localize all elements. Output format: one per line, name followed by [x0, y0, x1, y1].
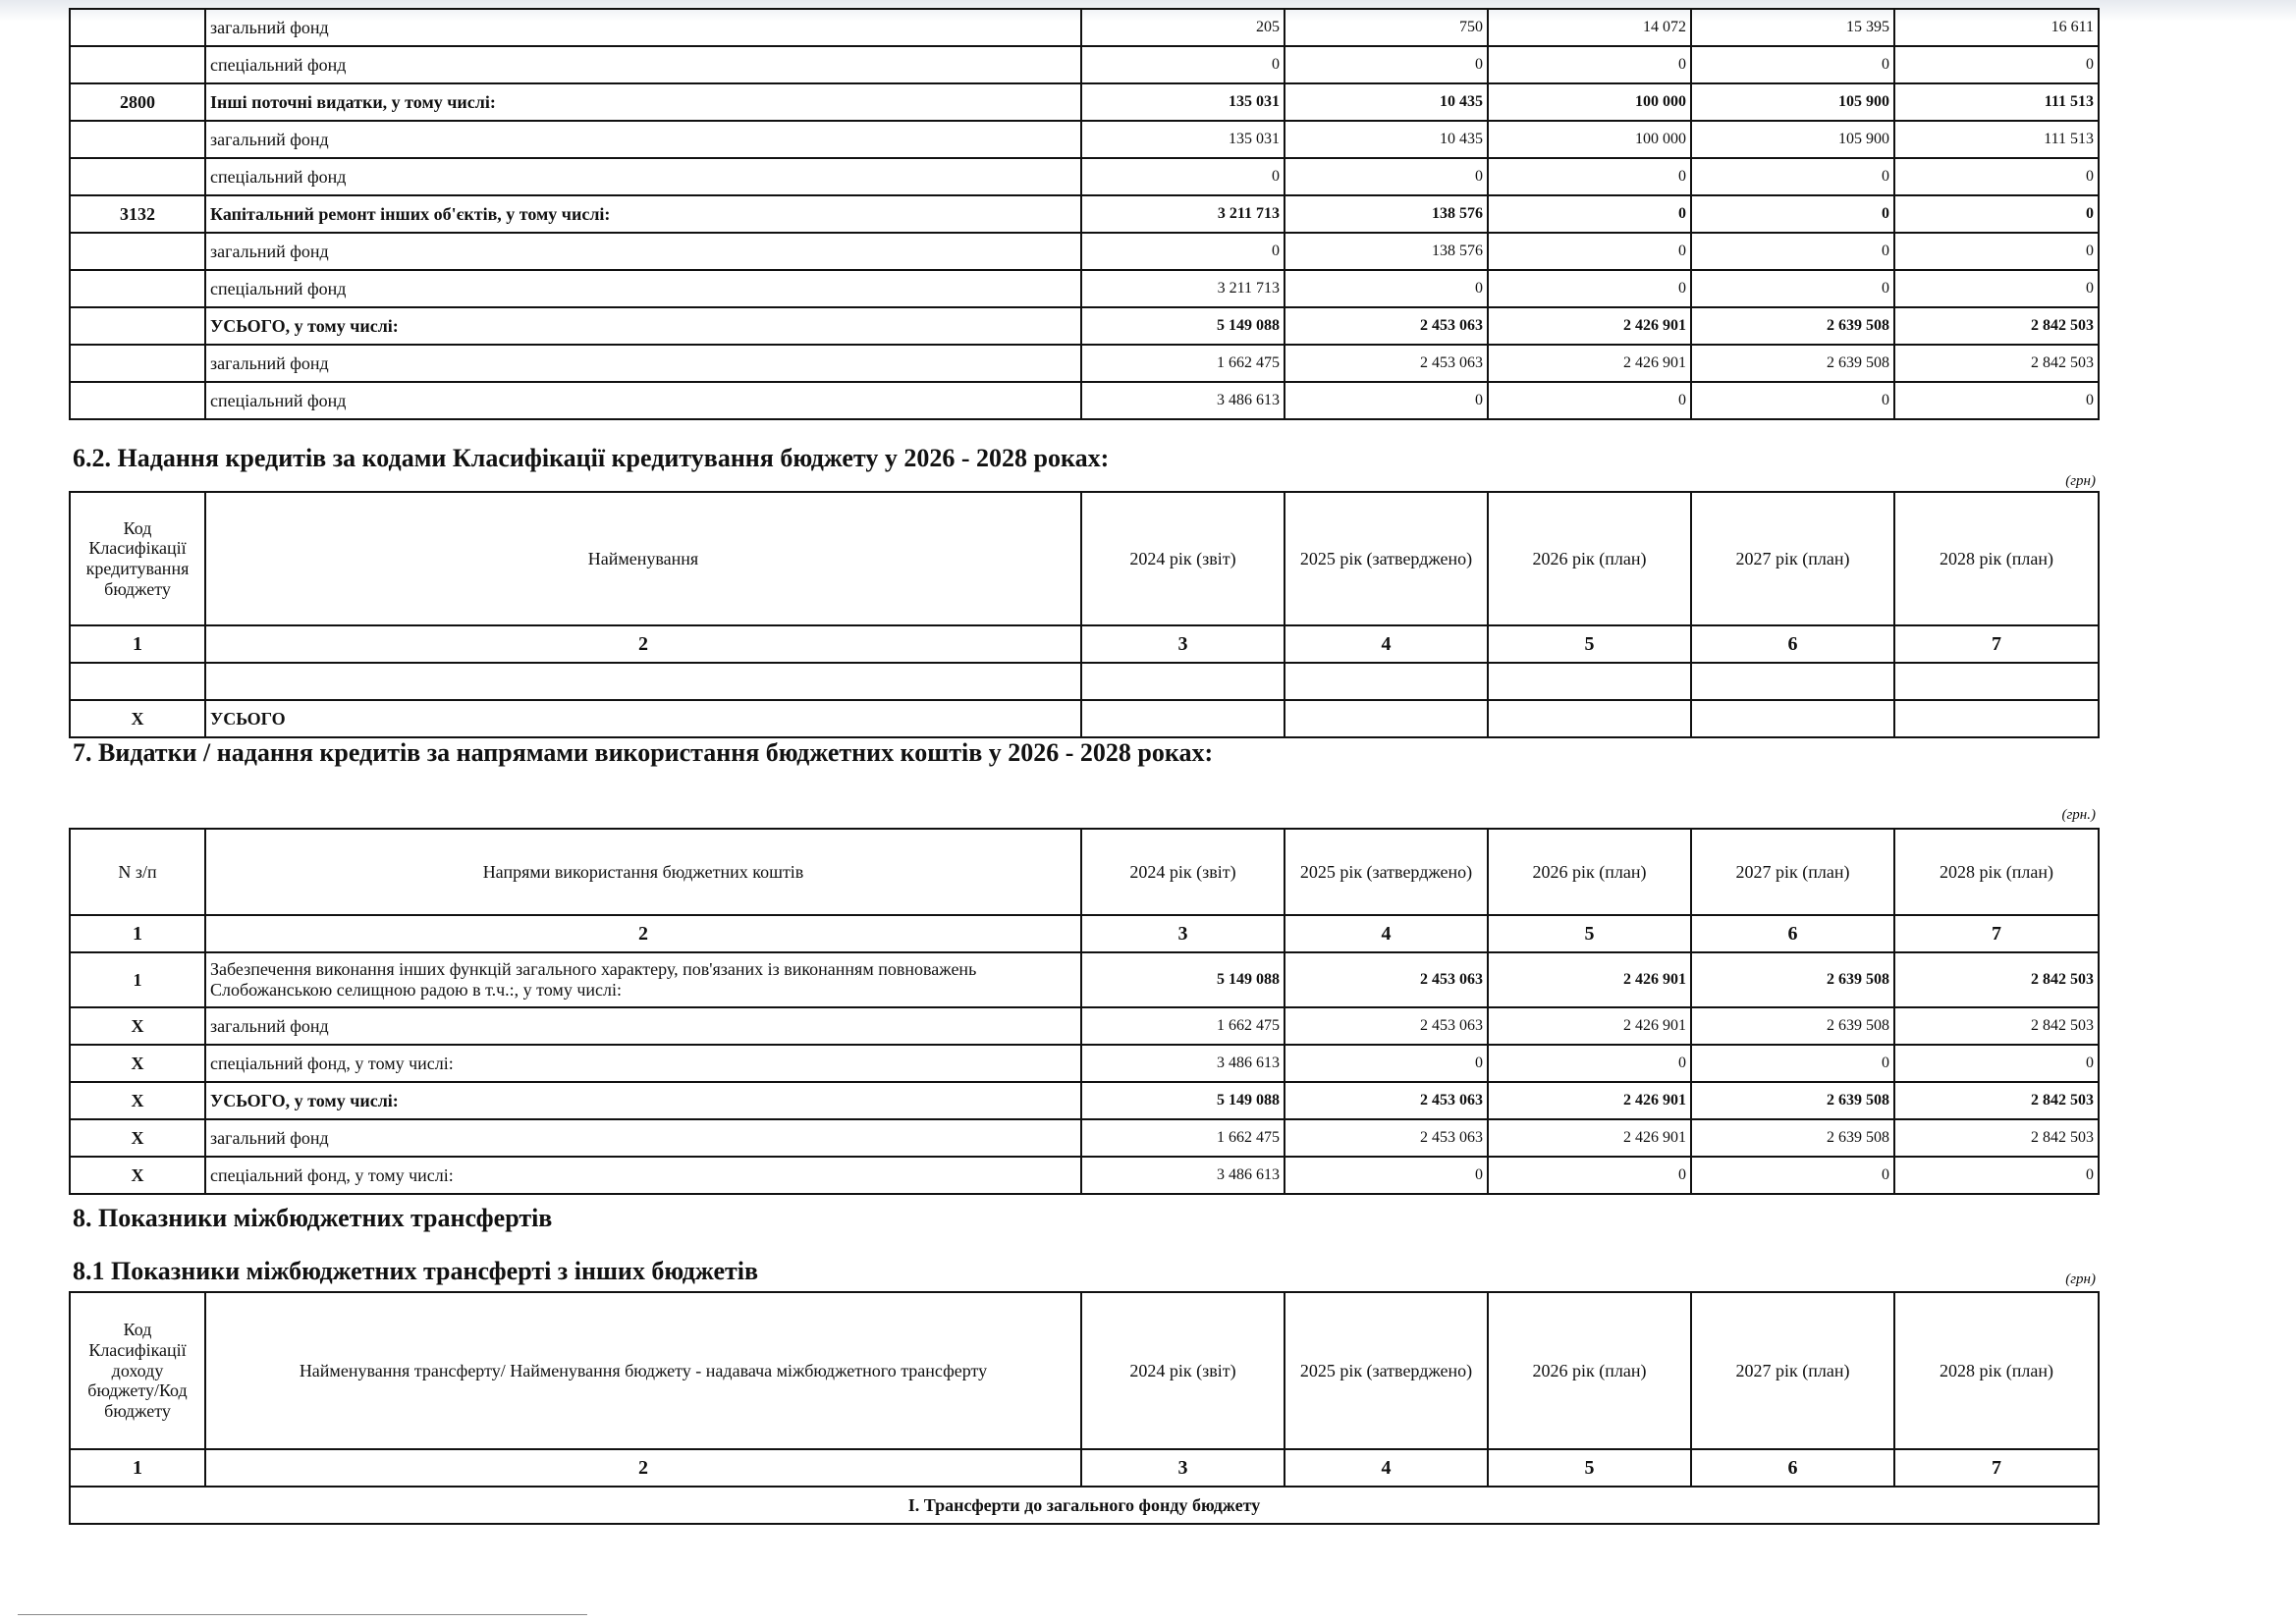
value-cell: 0: [1691, 233, 1894, 270]
header-2026: 2026 рік (план): [1488, 1292, 1691, 1449]
value-cell: 0: [1691, 46, 1894, 83]
row-name: загальний фонд: [205, 121, 1081, 158]
row-name: спеціальний фонд, у тому числі:: [205, 1157, 1081, 1194]
value-cell: 0: [1691, 1045, 1894, 1082]
row-name: Інші поточні видатки, у тому числі:: [205, 83, 1081, 121]
section-8-1-unit: (грн): [2065, 1271, 2096, 1287]
row-code: 1: [70, 952, 205, 1007]
row-name: УСЬОГО, у тому числі:: [205, 307, 1081, 345]
value-cell: 0: [1691, 270, 1894, 307]
value-cell: 2 453 063: [1285, 345, 1488, 382]
value-cell: 1 662 475: [1081, 345, 1285, 382]
table-row: [70, 158, 2099, 195]
row-name: Забезпечення виконання інших функцій загального характеру, пов'язаних із виконанням повноважень Слобожанською селищною радою в т.ч.:, у тому числі:: [205, 952, 1081, 1007]
value-cell: 0: [1285, 46, 1488, 83]
value-cell: 2 639 508: [1691, 307, 1894, 345]
index-cell: 7: [1894, 625, 2099, 663]
value-cell: 2 426 901: [1488, 952, 1691, 1007]
empty-row: [70, 663, 2099, 700]
index-cell: 7: [1894, 915, 2099, 952]
value-cell: 0: [1488, 1157, 1691, 1194]
value-cell: 2 453 063: [1285, 1119, 1488, 1157]
value-cell: 10 435: [1285, 121, 1488, 158]
index-cell: 6: [1691, 915, 1894, 952]
value-cell: 0: [1285, 1157, 1488, 1194]
value-cell: 0: [1691, 195, 1894, 233]
row-code: 2800: [70, 83, 205, 121]
value-cell: 0: [1285, 1045, 1488, 1082]
index-row: [70, 1449, 2099, 1487]
row-code: X: [70, 1045, 205, 1082]
value-cell: 0: [1894, 382, 2099, 419]
table-row: [70, 1082, 2099, 1119]
index-row: [70, 915, 2099, 952]
table-row: [70, 46, 2099, 83]
row-code: [70, 46, 205, 83]
value-cell: 2 842 503: [1894, 952, 2099, 1007]
expenditure-table-continued: [69, 8, 2100, 420]
value-cell: 2 453 063: [1285, 1007, 1488, 1045]
row-name: спеціальний фонд: [205, 158, 1081, 195]
value-cell: 0: [1488, 46, 1691, 83]
value-cell: 0: [1488, 195, 1691, 233]
value-cell: 2 639 508: [1691, 1007, 1894, 1045]
value-cell: 16 611: [1894, 9, 2099, 46]
value-cell: 0: [1488, 270, 1691, 307]
row-name: загальний фонд: [205, 345, 1081, 382]
value-cell: 100 000: [1488, 83, 1691, 121]
header-row: [70, 829, 2099, 915]
row-name: загальний фонд: [205, 1119, 1081, 1157]
value-cell: 2 842 503: [1894, 1119, 2099, 1157]
value-cell: 111 513: [1894, 121, 2099, 158]
value-cell: 0: [1894, 233, 2099, 270]
index-cell: 3: [1081, 625, 1285, 663]
transfers-table: [69, 1291, 2100, 1525]
header-2024: 2024 рік (звіт): [1081, 492, 1285, 625]
value-cell: 0: [1285, 158, 1488, 195]
index-cell: 2: [205, 625, 1081, 663]
value-cell: 2 426 901: [1488, 1007, 1691, 1045]
value-cell: 205: [1081, 9, 1285, 46]
value-cell: 5 149 088: [1081, 1082, 1285, 1119]
value-cell: 2 639 508: [1691, 1119, 1894, 1157]
value-cell: 5 149 088: [1081, 307, 1285, 345]
row-code: X: [70, 1082, 205, 1119]
table-row: [70, 1157, 2099, 1194]
value-cell: 0: [1488, 233, 1691, 270]
row-code: [70, 233, 205, 270]
header-2025: 2025 рік (затверджено): [1285, 1292, 1488, 1449]
value-cell: 14 072: [1488, 9, 1691, 46]
header-2027: 2027 рік (план): [1691, 829, 1894, 915]
index-cell: 4: [1285, 1449, 1488, 1487]
value-cell: 100 000: [1488, 121, 1691, 158]
value-cell: 1 662 475: [1081, 1119, 1285, 1157]
table-row: [70, 195, 2099, 233]
table-row: [70, 382, 2099, 419]
header-direction: Напрями використання бюджетних коштів: [205, 829, 1081, 915]
index-row: [70, 625, 2099, 663]
index-cell: 4: [1285, 625, 1488, 663]
index-cell: 4: [1285, 915, 1488, 952]
row-code: [70, 382, 205, 419]
value-cell: 0: [1691, 382, 1894, 419]
header-number: N з/п: [70, 829, 205, 915]
total-code: X: [70, 700, 205, 737]
value-cell: 5 149 088: [1081, 952, 1285, 1007]
header-name: Найменування: [205, 492, 1081, 625]
header-2028: 2028 рік (план): [1894, 492, 2099, 625]
table-row: [70, 233, 2099, 270]
header-2027: 2027 рік (план): [1691, 492, 1894, 625]
row-code: [70, 270, 205, 307]
row-name: спеціальний фонд: [205, 270, 1081, 307]
value-cell: 0: [1691, 1157, 1894, 1194]
value-cell: 0: [1894, 46, 2099, 83]
value-cell: 2 453 063: [1285, 952, 1488, 1007]
value-cell: 2 453 063: [1285, 1082, 1488, 1119]
value-cell: 105 900: [1691, 83, 1894, 121]
row-code: X: [70, 1157, 205, 1194]
value-cell: 0: [1894, 270, 2099, 307]
header-row: [70, 1292, 2099, 1449]
index-cell: 5: [1488, 625, 1691, 663]
table-row: [70, 121, 2099, 158]
index-cell: 5: [1488, 1449, 1691, 1487]
value-cell: 2 426 901: [1488, 1082, 1691, 1119]
index-cell: 2: [205, 1449, 1081, 1487]
section-7-unit: (грн.): [2061, 807, 2096, 823]
row-name: УСЬОГО, у тому числі:: [205, 1082, 1081, 1119]
header-2025: 2025 рік (затверджено): [1285, 492, 1488, 625]
value-cell: 2 426 901: [1488, 307, 1691, 345]
index-cell: 2: [205, 915, 1081, 952]
header-code: Код Класифікації доходу бюджету/Код бюджету: [70, 1292, 205, 1449]
group-label: I. Трансферти до загального фонду бюджету: [70, 1487, 2099, 1524]
total-label: УСЬОГО: [205, 700, 1081, 737]
row-code: [70, 307, 205, 345]
value-cell: 3 486 613: [1081, 382, 1285, 419]
value-cell: 2 453 063: [1285, 307, 1488, 345]
value-cell: 138 576: [1285, 195, 1488, 233]
total-row: [70, 700, 2099, 737]
index-cell: 1: [70, 915, 205, 952]
value-cell: 15 395: [1691, 9, 1894, 46]
value-cell: 2 639 508: [1691, 952, 1894, 1007]
value-cell: 0: [1488, 1045, 1691, 1082]
row-code: [70, 121, 205, 158]
value-cell: 0: [1894, 158, 2099, 195]
header-2025: 2025 рік (затверджено): [1285, 829, 1488, 915]
header-2027: 2027 рік (план): [1691, 1292, 1894, 1449]
group-row: [70, 1487, 2099, 1524]
row-name: спеціальний фонд, у тому числі:: [205, 1045, 1081, 1082]
value-cell: 2 639 508: [1691, 1082, 1894, 1119]
value-cell: 135 031: [1081, 121, 1285, 158]
index-cell: 6: [1691, 625, 1894, 663]
value-cell: 2 426 901: [1488, 345, 1691, 382]
value-cell: 0: [1691, 158, 1894, 195]
index-cell: 7: [1894, 1449, 2099, 1487]
header-2024: 2024 рік (звіт): [1081, 829, 1285, 915]
section-8-1-title: 8.1 Показники міжбюджетних трансферті з інших бюджетів: [73, 1257, 759, 1285]
value-cell: 2 426 901: [1488, 1119, 1691, 1157]
row-code: X: [70, 1119, 205, 1157]
value-cell: 750: [1285, 9, 1488, 46]
row-name: загальний фонд: [205, 9, 1081, 46]
value-cell: 0: [1894, 1157, 2099, 1194]
value-cell: 3 211 713: [1081, 270, 1285, 307]
value-cell: 0: [1894, 1045, 2099, 1082]
value-cell: 0: [1488, 158, 1691, 195]
table-row: [70, 345, 2099, 382]
value-cell: 2 842 503: [1894, 345, 2099, 382]
value-cell: 0: [1488, 382, 1691, 419]
header-2026: 2026 рік (план): [1488, 829, 1691, 915]
header-row: [70, 492, 2099, 625]
directions-table: [69, 828, 2100, 1195]
value-cell: 111 513: [1894, 83, 2099, 121]
header-2028: 2028 рік (план): [1894, 1292, 2099, 1449]
value-cell: 135 031: [1081, 83, 1285, 121]
row-name: загальний фонд: [205, 1007, 1081, 1045]
section-8-title: 8. Показники міжбюджетних трансфертів: [73, 1204, 553, 1232]
value-cell: 1 662 475: [1081, 1007, 1285, 1045]
index-cell: 5: [1488, 915, 1691, 952]
table-row: [70, 9, 2099, 46]
row-name: Капітальний ремонт інших об'єктів, у тому числі:: [205, 195, 1081, 233]
index-cell: 3: [1081, 915, 1285, 952]
value-cell: 2 842 503: [1894, 1082, 2099, 1119]
row-code: X: [70, 1007, 205, 1045]
index-cell: 1: [70, 625, 205, 663]
value-cell: 2 842 503: [1894, 307, 2099, 345]
header-2028: 2028 рік (план): [1894, 829, 2099, 915]
header-transfer-name: Найменування трансферту/ Найменування бюджету - надавача міжбюджетного трансферту: [205, 1292, 1081, 1449]
row-code: 3132: [70, 195, 205, 233]
table-row: [70, 307, 2099, 345]
section-6-2-unit: (грн): [2065, 473, 2096, 489]
row-name: спеціальний фонд: [205, 46, 1081, 83]
value-cell: 0: [1285, 270, 1488, 307]
value-cell: 2 639 508: [1691, 345, 1894, 382]
value-cell: 10 435: [1285, 83, 1488, 121]
value-cell: 3 486 613: [1081, 1157, 1285, 1194]
value-cell: 2 842 503: [1894, 1007, 2099, 1045]
value-cell: 0: [1894, 195, 2099, 233]
section-6-2-title: 6.2. Надання кредитів за кодами Класифікації кредитування бюджету у 2026 - 2028 роках:: [73, 444, 1110, 472]
value-cell: 0: [1081, 233, 1285, 270]
row-code: [70, 345, 205, 382]
header-code: Код Класифікації кредитування бюджету: [70, 492, 205, 625]
value-cell: 0: [1081, 158, 1285, 195]
row-code: [70, 158, 205, 195]
section-7-title: 7. Видатки / надання кредитів за напрямами використання бюджетних коштів у 2026 - 2028 роках:: [73, 738, 1214, 767]
row-name: спеціальний фонд: [205, 382, 1081, 419]
value-cell: 138 576: [1285, 233, 1488, 270]
value-cell: 3 486 613: [1081, 1045, 1285, 1082]
header-2024: 2024 рік (звіт): [1081, 1292, 1285, 1449]
table-row: [70, 952, 2099, 1007]
row-name: загальний фонд: [205, 233, 1081, 270]
table-row: [70, 1007, 2099, 1045]
header-2026: 2026 рік (план): [1488, 492, 1691, 625]
value-cell: 0: [1081, 46, 1285, 83]
index-cell: 6: [1691, 1449, 1894, 1487]
table-row: [70, 270, 2099, 307]
table-row: [70, 1119, 2099, 1157]
footer-rule: [18, 1614, 587, 1615]
index-cell: 3: [1081, 1449, 1285, 1487]
table-row: [70, 83, 2099, 121]
table-row: [70, 1045, 2099, 1082]
row-code: [70, 9, 205, 46]
value-cell: 105 900: [1691, 121, 1894, 158]
value-cell: 0: [1285, 382, 1488, 419]
value-cell: 3 211 713: [1081, 195, 1285, 233]
index-cell: 1: [70, 1449, 205, 1487]
credits-table: [69, 491, 2100, 738]
